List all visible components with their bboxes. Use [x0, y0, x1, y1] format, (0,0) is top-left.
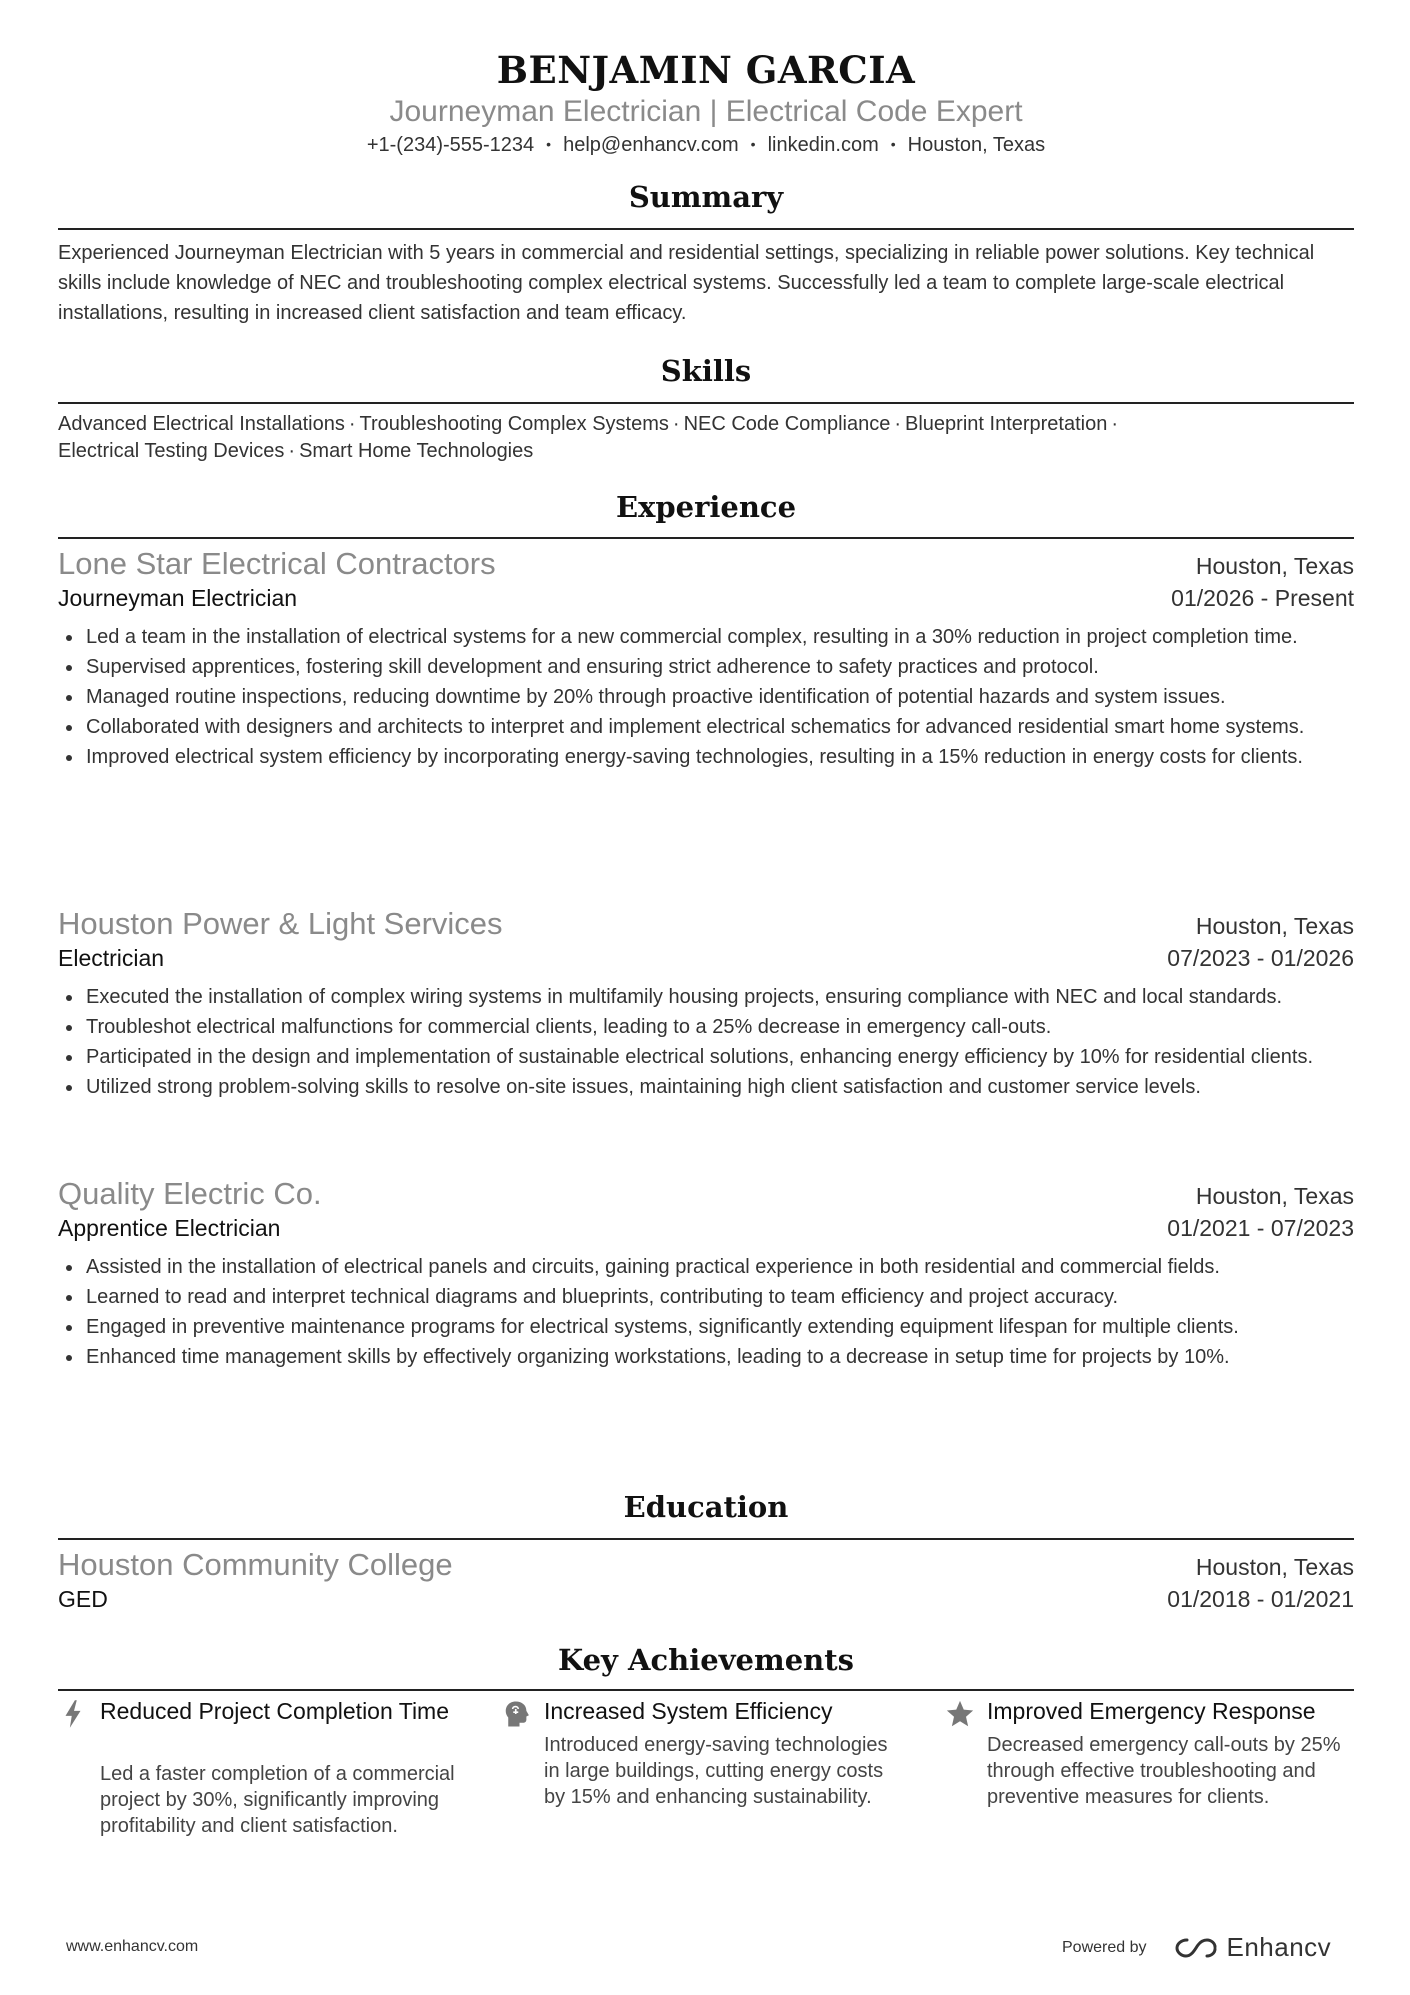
job-header [58, 546, 1354, 582]
job-location: Houston, Texas [1195, 913, 1354, 939]
education-header [58, 1547, 1354, 1583]
list-item: Learned to read and interpret technical diagrams and blueprints, contributing to team efficiency and project accuracy. [58, 1282, 1354, 1312]
list-item: Improved electrical system efficiency by incorporating energy-saving technologies, resulting in a 15% reduction in energy costs for clients. [58, 742, 1354, 772]
school-location: Houston, Texas [1195, 1554, 1354, 1580]
footer-website-link[interactable]: www.enhancv.com [66, 1938, 199, 1955]
star-icon [945, 1699, 975, 1729]
footer-branding[interactable] [1062, 1932, 1331, 1963]
phone: +1-(234)-555-1234 [366, 134, 535, 156]
skill-item: Smart Home Technologies [299, 440, 534, 462]
company-name: Houston Power & Light Services [58, 906, 503, 941]
job-bullets [58, 982, 1354, 1102]
job-header [58, 1176, 1354, 1212]
job-dates: 01/2021 - 07/2023 [1167, 1215, 1354, 1241]
lightning-bolt-icon [58, 1699, 88, 1729]
summary-heading: Summary [628, 180, 784, 214]
achievement-title: Increased System Efficiency [544, 1698, 833, 1724]
skill-item: Electrical Testing Devices [58, 440, 285, 462]
contact-line [58, 134, 1354, 157]
degree: GED [58, 1586, 108, 1612]
head-brain-icon [502, 1699, 532, 1729]
section-divider [58, 1538, 1354, 1540]
job-title: Journeyman Electrician [58, 585, 298, 611]
job-dates: 07/2023 - 01/2026 [1167, 945, 1354, 971]
achievement-title: Improved Emergency Response [987, 1698, 1316, 1724]
section-divider [58, 537, 1354, 539]
achievement-description: Led a faster completion of a commercial project by 30%, significantly improving profitability and client satisfaction. [100, 1763, 455, 1837]
job-subheader [58, 945, 1354, 972]
skill-item: Blueprint Interpretation [905, 413, 1108, 435]
skill-item: NEC Code Compliance [683, 413, 891, 435]
skills-heading: Skills [660, 354, 752, 388]
section-divider [58, 1689, 1354, 1691]
skill-item: Troubleshooting Complex Systems [359, 413, 669, 435]
experience-heading: Experience [615, 490, 797, 524]
skill-item: Advanced Electrical Installations [58, 413, 345, 435]
school-name: Houston Community College [58, 1547, 453, 1582]
job-bullets [58, 1252, 1354, 1372]
job-header [58, 906, 1354, 942]
job-bullets [58, 622, 1354, 772]
list-item: Assisted in the installation of electrical panels and circuits, gaining practical experience in both residential and commercial fields. [58, 1252, 1354, 1282]
list-item: Led a team in the installation of electrical systems for a new commercial complex, resulting in a 30% reduction in project completion time. [58, 622, 1354, 652]
list-item: Engaged in preventive maintenance programs for electrical systems, significantly extending equipment lifespan for multiple clients. [58, 1312, 1354, 1342]
list-item: Utilized strong problem-solving skills to resolve on-site issues, maintaining high client satisfaction and customer service levels. [58, 1072, 1354, 1102]
achievement-description: Introduced energy-saving technologies in large buildings, cutting energy costs by 15% and enhancing sustainability. [544, 1734, 888, 1808]
job-subheader [58, 1215, 1354, 1242]
job-subheader [58, 585, 1354, 612]
separator: • [890, 136, 896, 152]
linkedin-link[interactable]: linkedin.com [767, 134, 879, 156]
candidate-headline: Journeyman Electrician | Electrical Code Expert [389, 95, 1023, 128]
list-item: Managed routine inspections, reducing downtime by 20% through proactive identification of potential hazards and system issues. [58, 682, 1354, 712]
achievement-description: Decreased emergency call-outs by 25% through effective troubleshooting and preventive measures for clients. [987, 1734, 1341, 1808]
job-dates: 01/2026 - Present [1171, 585, 1354, 611]
list-item: Executed the installation of complex wiring systems in multifamily housing projects, ensuring compliance with NEC and local standards. [58, 982, 1354, 1012]
company-name: Lone Star Electrical Contractors [58, 546, 496, 581]
candidate-name: BENJAMIN GARCIA [496, 48, 916, 92]
job-title: Apprentice Electrician [58, 1215, 281, 1241]
achievement-title: Reduced Project Completion Time [100, 1698, 449, 1724]
location: Houston, Texas [907, 134, 1046, 156]
skills-list: Advanced Electrical Installations · Troubleshooting Complex Systems · NEC Code Compliance · Blueprint Interpretation · Electrical Testing Devices · Smart Home Technologies [58, 413, 1119, 462]
education-heading: Education [623, 1490, 789, 1524]
summary-text: Experienced Journeyman Electrician with 5 years in commercial and residential settings, specializing in reliable power solutions. Key technical skills include knowledge of NEC and troubleshooting complex electrical systems. Successfully led a team to complete large-scale electrical installations, resulting in increased client satisfaction and team efficacy. [58, 242, 1315, 324]
list-item: Enhanced time management skills by effectively organizing workstations, leading to a decrease in setup time for projects by 10%. [58, 1342, 1354, 1372]
email-link[interactable]: help@enhancv.com [563, 134, 739, 156]
job-title: Electrician [58, 945, 165, 971]
powered-by-label: Powered by [1062, 1938, 1147, 1956]
company-name: Quality Electric Co. [58, 1176, 322, 1211]
job-location: Houston, Texas [1195, 1183, 1354, 1209]
separator: • [750, 136, 756, 152]
achievements-heading: Key Achievements [558, 1643, 854, 1677]
section-divider [58, 228, 1354, 230]
section-divider [58, 402, 1354, 404]
enhancv-logo-icon [1173, 1936, 1219, 1960]
list-item: Collaborated with designers and architects to interpret and implement electrical schematics for advanced residential smart home systems. [58, 712, 1354, 742]
brand-name: Enhancv [1226, 1932, 1332, 1962]
separator: • [546, 136, 552, 152]
job-location: Houston, Texas [1195, 553, 1354, 579]
list-item: Participated in the design and implementation of sustainable electrical solutions, enhancing energy efficiency by 10% for residential clients. [58, 1042, 1354, 1072]
list-item: Supervised apprentices, fostering skill development and ensuring strict adherence to safety practices and protocol. [58, 652, 1354, 682]
education-dates: 01/2018 - 01/2021 [1167, 1586, 1354, 1612]
list-item: Troubleshot electrical malfunctions for commercial clients, leading to a 25% decrease in emergency call-outs. [58, 1012, 1354, 1042]
education-subheader [58, 1586, 1354, 1613]
